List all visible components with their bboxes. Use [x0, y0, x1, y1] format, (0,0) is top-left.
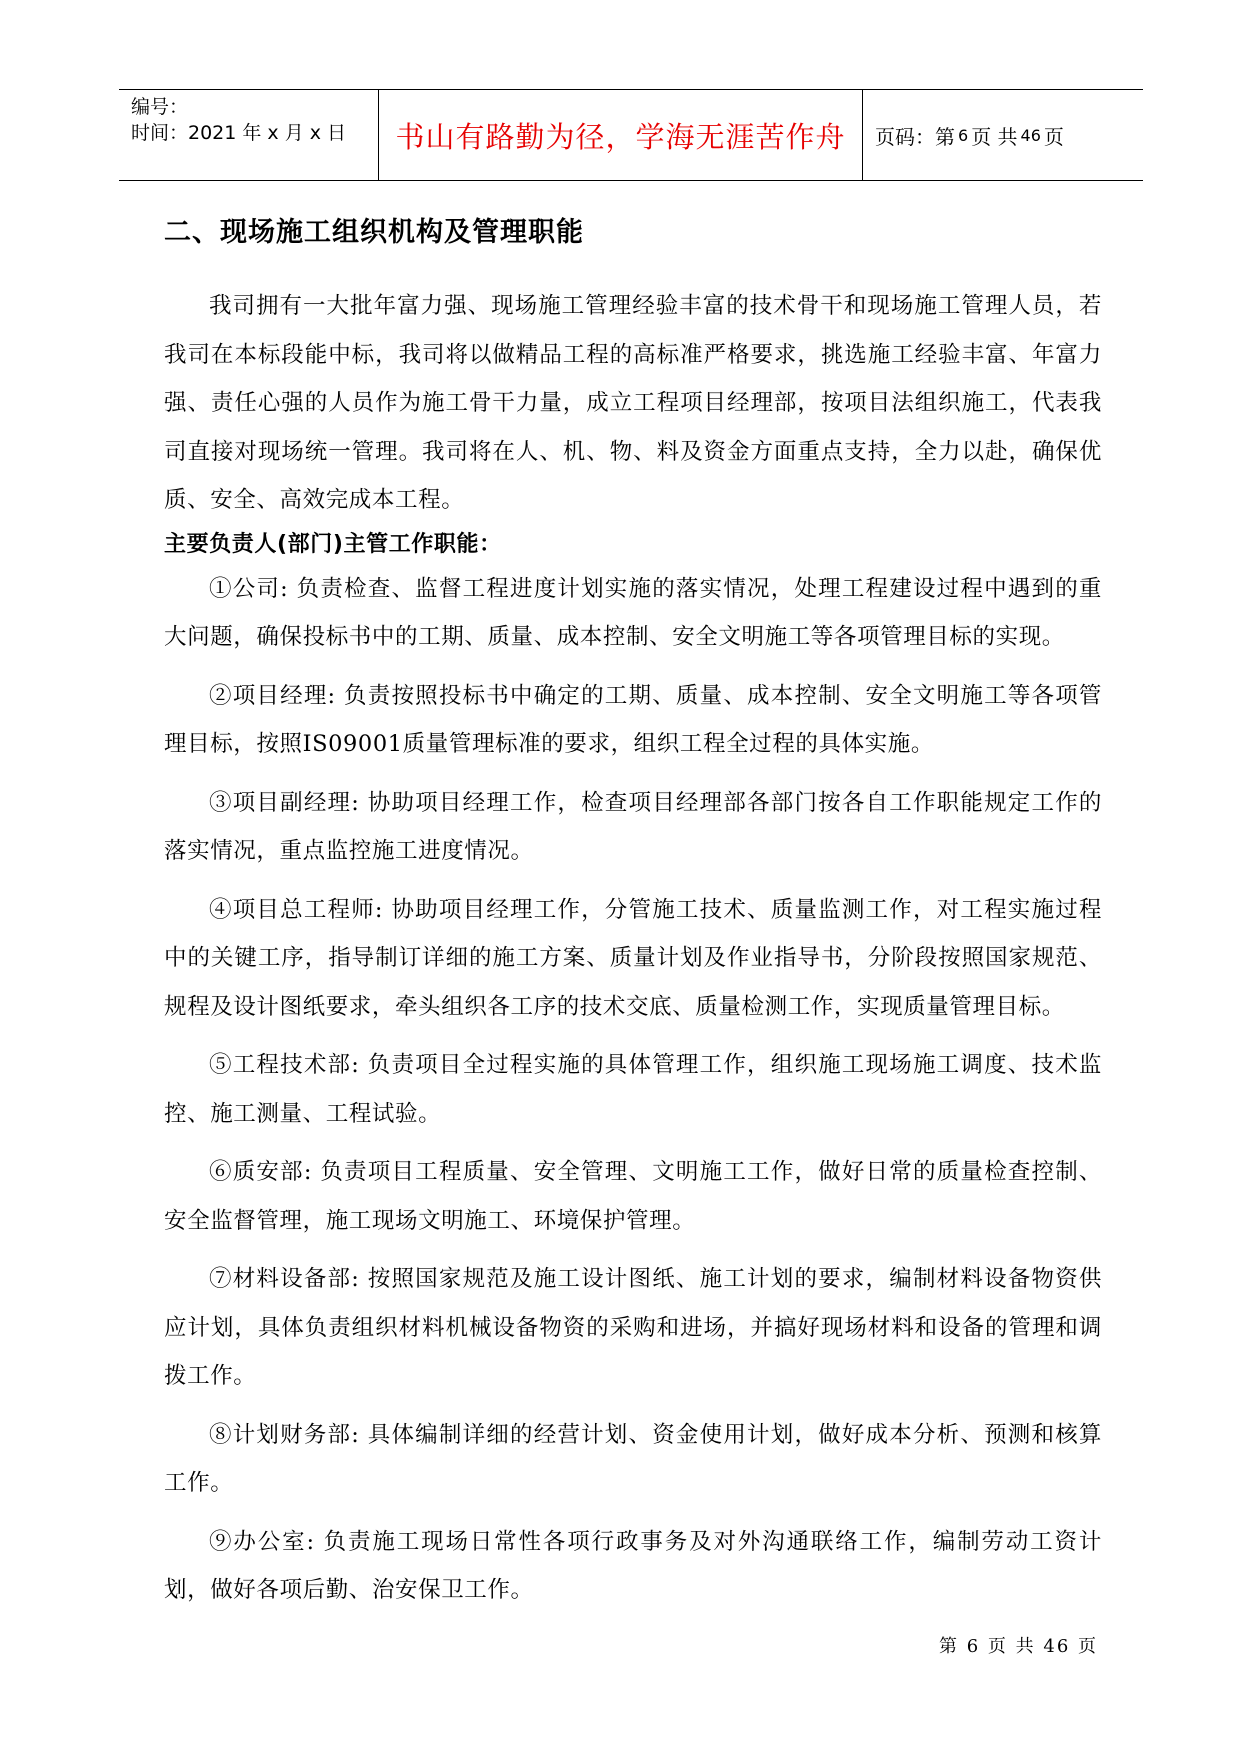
header-page-number — [863, 90, 1143, 180]
page-suffix: 页 — [1043, 124, 1064, 149]
duty-chief-engineer: ④项目总工程师: 协助项目经理工作，分管施工技术、质量监测工作，对工程实施过程中的关键工序，指导制订详细的施工方案、质量计划及作业指导书，分阶段按照国家规范、规程及设计图纸要求，牵头组织各工序的技术交底、质量检测工作，实现质量管理目标。 — [164, 896, 1102, 1020]
section-title: 二、现场施工组织机构及管理职能 — [164, 217, 584, 248]
duty-office: ⑨办公室: 负责施工现场日常性各项行政事务及对外沟通联络工作，编制劳动工资计划，做好各项后勤、治安保卫工作。 — [164, 1528, 1102, 1603]
duties-heading: 主要负责人(部门)主管工作职能： — [164, 531, 502, 557]
duty-quality-safety-dept: ⑥质安部: 负责项目工程质量、安全管理、文明施工工作，做好日常的质量检查控制、安全监督管理，施工现场文明施工、环境保护管理。 — [164, 1159, 1102, 1234]
page-current: 6 — [958, 125, 969, 145]
page-prefix: 页码：第 — [875, 124, 955, 149]
intro-paragraph: 我司拥有一大批年富力强、现场施工管理经验丰富的技术骨干和现场施工管理人员，若我司在本标段能中标，我司将以做精品工程的高标准严格要求，挑选施工经验丰富、年富力强、责任心强的人员作为施工骨干力量，成立工程项目经理部，按项目法组织施工，代表我司直接对现场统一管理。我司将在人、机、物、料及资金方面重点支持，全力以赴，确保优质、安全、高效完成本工程。 — [164, 293, 1102, 513]
document-number-label: 编号： — [131, 96, 189, 118]
header-meta — [119, 90, 379, 180]
duty-project-manager: ②项目经理: 负责按照投标书中确定的工期、质量、成本控制、安全文明施工等各项管理目标，按照IS09001质量管理标准的要求，组织工程全过程的具体实施。 — [164, 682, 1102, 757]
duty-materials-dept: ⑦材料设备部: 按照国家规范及施工设计图纸、施工计划的要求，编制材料设备物资供应计划，具体负责组织材料机械设备物资的采购和进场，并搞好现场材料和设备的管理和调拨工作。 — [164, 1266, 1102, 1389]
header-motto: 书山有路勤为径，学海无涯苦作舟 — [379, 90, 863, 180]
page-header — [119, 89, 1143, 181]
duty-deputy-manager: ③项目副经理: 协助项目经理工作，检查项目经理部各部门按各自工作职能规定工作的落实情况，重点监控施工进度情况。 — [164, 789, 1102, 864]
page-total: 46 — [1020, 125, 1041, 145]
duty-company: ①公司: 负责检查、监督工程进度计划实施的落实情况，处理工程建设过程中遇到的重大问题，确保投标书中的工期、质量、成本控制、安全文明施工等各项管理目标的实现。 — [164, 575, 1102, 650]
page-footer: 第 6 页 共 46 页 — [939, 1636, 1098, 1657]
page-middle: 页 共 — [971, 124, 1018, 149]
section-body — [164, 282, 1102, 1615]
document-time: 时间：2021 年 x 月 x 日 — [131, 122, 347, 144]
duty-engineering-dept: ⑤工程技术部: 负责项目全过程实施的具体管理工作，组织施工现场施工调度、技术监控、施工测量、工程试验。 — [164, 1052, 1102, 1127]
duty-finance-dept: ⑧计划财务部: 具体编制详细的经营计划、资金使用计划，做好成本分析、预测和核算工作。 — [164, 1421, 1102, 1496]
